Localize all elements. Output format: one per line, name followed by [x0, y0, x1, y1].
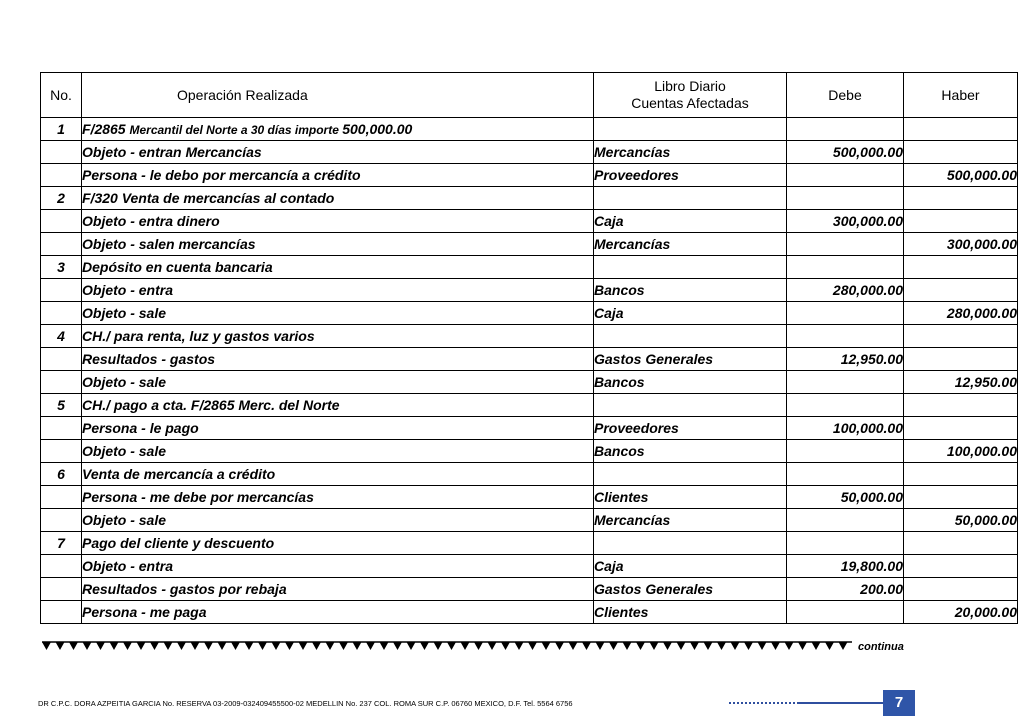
entry-number — [41, 164, 82, 187]
debe-cell — [787, 601, 904, 624]
operation-text: Objeto - entra — [82, 555, 594, 578]
operation-text: Persona - me debe por mercancías — [82, 486, 594, 509]
tear-tooth — [717, 642, 726, 650]
entry-number — [41, 555, 82, 578]
operation-text: Objeto - salen mercancías — [82, 233, 594, 256]
tear-tooth — [218, 642, 227, 650]
tear-tooth — [663, 642, 672, 650]
entry-number — [41, 348, 82, 371]
table-row — [41, 279, 1018, 302]
tear-tooth — [461, 642, 470, 650]
haber-cell — [904, 141, 1018, 164]
tear-tooth — [825, 642, 834, 650]
tear-tooth — [312, 642, 321, 650]
operation-text: Persona - le debo por mercancía a crédito — [82, 164, 594, 187]
footer-rule — [799, 702, 883, 704]
haber-cell — [904, 555, 1018, 578]
tear-tooth — [326, 642, 335, 650]
tear-tooth — [272, 642, 281, 650]
tear-tooth — [447, 642, 456, 650]
entry-number: 4 — [41, 325, 82, 348]
debe-cell: 12,950.00 — [787, 348, 904, 371]
tear-tooth — [137, 642, 146, 650]
operation-text: Pago del cliente y descuento — [82, 532, 594, 555]
debe-cell — [787, 440, 904, 463]
operation-text: Resultados - gastos — [82, 348, 594, 371]
entry-number: 3 — [41, 256, 82, 279]
account-cell: Caja — [594, 302, 787, 325]
account-cell: Bancos — [594, 279, 787, 302]
haber-cell — [904, 348, 1018, 371]
debe-cell — [787, 509, 904, 532]
entry-number: 5 — [41, 394, 82, 417]
entry-number — [41, 210, 82, 233]
tear-tooth — [839, 642, 848, 650]
table-row — [41, 417, 1018, 440]
haber-cell — [904, 210, 1018, 233]
tear-tooth — [582, 642, 591, 650]
table-row — [41, 509, 1018, 532]
haber-cell — [904, 118, 1018, 141]
tear-tooth — [191, 642, 200, 650]
haber-cell: 500,000.00 — [904, 164, 1018, 187]
account-cell: Caja — [594, 555, 787, 578]
table-row — [41, 118, 1018, 141]
entry-number — [41, 279, 82, 302]
account-cell — [594, 256, 787, 279]
haber-cell — [904, 578, 1018, 601]
account-cell: Proveedores — [594, 417, 787, 440]
header-operacion: Operación Realizada — [82, 73, 594, 118]
debe-cell — [787, 118, 904, 141]
haber-cell — [904, 394, 1018, 417]
haber-cell — [904, 256, 1018, 279]
table-row — [41, 371, 1018, 394]
tear-tooth — [677, 642, 686, 650]
haber-cell: 280,000.00 — [904, 302, 1018, 325]
tear-tooth — [407, 642, 416, 650]
tear-tooth — [434, 642, 443, 650]
tear-tooth — [123, 642, 132, 650]
tear-tooth — [420, 642, 429, 650]
table-row — [41, 601, 1018, 624]
header-haber: Haber — [904, 73, 1018, 118]
tear-edge-decoration — [42, 641, 852, 655]
table-row — [41, 302, 1018, 325]
debe-cell: 280,000.00 — [787, 279, 904, 302]
tear-tooth — [204, 642, 213, 650]
debe-cell: 100,000.00 — [787, 417, 904, 440]
entry-number — [41, 578, 82, 601]
entry-number — [41, 141, 82, 164]
tear-tooth — [42, 642, 51, 650]
operation-text — [82, 118, 594, 141]
account-cell: Gastos Generales — [594, 578, 787, 601]
tear-tooth — [771, 642, 780, 650]
tear-tooth — [798, 642, 807, 650]
header-libro-line1: Libro Diario — [654, 78, 726, 94]
account-cell — [594, 463, 787, 486]
tear-tooth — [785, 642, 794, 650]
debe-cell — [787, 187, 904, 210]
account-cell — [594, 187, 787, 210]
table-row — [41, 141, 1018, 164]
table-row — [41, 463, 1018, 486]
header-debe: Debe — [787, 73, 904, 118]
tear-tooth — [758, 642, 767, 650]
operation-part: Mercantil del Norte a 30 días importe — [129, 123, 343, 137]
tear-tooth — [636, 642, 645, 650]
tear-tooth — [83, 642, 92, 650]
account-cell: Clientes — [594, 601, 787, 624]
entry-number — [41, 601, 82, 624]
haber-cell: 20,000.00 — [904, 601, 1018, 624]
table-row — [41, 164, 1018, 187]
debe-cell: 19,800.00 — [787, 555, 904, 578]
haber-cell — [904, 187, 1018, 210]
tear-tooth — [110, 642, 119, 650]
debe-cell — [787, 233, 904, 256]
tear-tooth — [542, 642, 551, 650]
account-cell — [594, 325, 787, 348]
table-row — [41, 233, 1018, 256]
operation-text: Objeto - entran Mercancías — [82, 141, 594, 164]
tear-tooth — [690, 642, 699, 650]
table-row — [41, 440, 1018, 463]
tear-tooth — [812, 642, 821, 650]
tear-tooth — [731, 642, 740, 650]
tear-tooth — [56, 642, 65, 650]
tear-tooth — [528, 642, 537, 650]
account-cell: Bancos — [594, 371, 787, 394]
tear-tooth — [488, 642, 497, 650]
header-row — [41, 73, 1018, 118]
tear-tooth — [515, 642, 524, 650]
tear-tooth — [245, 642, 254, 650]
tear-tooth — [393, 642, 402, 650]
operation-text: Resultados - gastos por rebaja — [82, 578, 594, 601]
account-cell: Caja — [594, 210, 787, 233]
account-cell: Gastos Generales — [594, 348, 787, 371]
debe-cell — [787, 371, 904, 394]
account-cell — [594, 532, 787, 555]
tear-tooth — [609, 642, 618, 650]
continua-label: continua — [858, 641, 904, 653]
haber-cell — [904, 279, 1018, 302]
tear-tooth — [150, 642, 159, 650]
tear-tooth — [623, 642, 632, 650]
tear-tooth — [650, 642, 659, 650]
entry-number: 1 — [41, 118, 82, 141]
account-cell: Proveedores — [594, 164, 787, 187]
operation-text: Persona - me paga — [82, 601, 594, 624]
haber-cell: 12,950.00 — [904, 371, 1018, 394]
operation-text: Objeto - sale — [82, 440, 594, 463]
table-row — [41, 256, 1018, 279]
haber-cell — [904, 463, 1018, 486]
tear-tooth — [366, 642, 375, 650]
entry-number — [41, 302, 82, 325]
account-cell: Mercancías — [594, 509, 787, 532]
journal-table — [40, 72, 1018, 624]
operation-text: Depósito en cuenta bancaria — [82, 256, 594, 279]
operation-part: F/2865 — [82, 121, 130, 137]
tear-tooth — [177, 642, 186, 650]
entry-number — [41, 486, 82, 509]
account-cell — [594, 394, 787, 417]
tear-tooth — [96, 642, 105, 650]
tear-tooth — [258, 642, 267, 650]
haber-cell: 300,000.00 — [904, 233, 1018, 256]
tear-tooth — [474, 642, 483, 650]
debe-cell — [787, 463, 904, 486]
tear-tooth — [339, 642, 348, 650]
tear-tooth — [555, 642, 564, 650]
tear-tooth — [164, 642, 173, 650]
operation-text: Venta de mercancía a crédito — [82, 463, 594, 486]
entry-number: 2 — [41, 187, 82, 210]
operation-text: Objeto - sale — [82, 371, 594, 394]
tear-tooth — [744, 642, 753, 650]
debe-cell: 50,000.00 — [787, 486, 904, 509]
tear-tooth — [704, 642, 713, 650]
operation-text: F/320 Venta de mercancías al contado — [82, 187, 594, 210]
table-row — [41, 486, 1018, 509]
debe-cell — [787, 256, 904, 279]
table-row — [41, 325, 1018, 348]
entry-number — [41, 371, 82, 394]
operation-text: CH./ para renta, luz y gastos varios — [82, 325, 594, 348]
debe-cell: 500,000.00 — [787, 141, 904, 164]
haber-cell — [904, 532, 1018, 555]
entry-number — [41, 509, 82, 532]
haber-cell: 100,000.00 — [904, 440, 1018, 463]
header-libro-diario — [594, 73, 787, 118]
operation-text: Objeto - sale — [82, 509, 594, 532]
debe-cell: 200.00 — [787, 578, 904, 601]
account-cell: Bancos — [594, 440, 787, 463]
account-cell: Mercancías — [594, 141, 787, 164]
entry-number — [41, 417, 82, 440]
operation-text: Objeto - entra — [82, 279, 594, 302]
table-row — [41, 578, 1018, 601]
table-row — [41, 532, 1018, 555]
account-cell: Mercancías — [594, 233, 787, 256]
haber-cell — [904, 325, 1018, 348]
account-cell — [594, 118, 787, 141]
table-row — [41, 348, 1018, 371]
operation-text: Persona - le pago — [82, 417, 594, 440]
operation-text: Objeto - entra dinero — [82, 210, 594, 233]
table-row — [41, 394, 1018, 417]
entry-number: 6 — [41, 463, 82, 486]
haber-cell — [904, 417, 1018, 440]
footer-credits: DR C.P.C. DORA AZPEITIA GARCIA No. RESERVA 03-2009-032409455500-02 MEDELLIN No. 237 COL. ROMA SUR C.P. 06760 MEXICO, D.F. Tel. 5564 6756 — [38, 699, 573, 708]
page-number: 7 — [883, 690, 915, 716]
debe-cell — [787, 325, 904, 348]
account-cell: Clientes — [594, 486, 787, 509]
footer-dotted-rule — [729, 702, 799, 704]
table-row — [41, 187, 1018, 210]
operation-text: CH./ pago a cta. F/2865 Merc. del Norte — [82, 394, 594, 417]
tear-tooth — [501, 642, 510, 650]
header-no: No. — [41, 73, 82, 118]
entry-number: 7 — [41, 532, 82, 555]
debe-cell — [787, 394, 904, 417]
entry-number — [41, 233, 82, 256]
tear-tooth — [353, 642, 362, 650]
haber-cell — [904, 486, 1018, 509]
tear-tooth — [69, 642, 78, 650]
debe-cell — [787, 302, 904, 325]
table-row — [41, 210, 1018, 233]
debe-cell: 300,000.00 — [787, 210, 904, 233]
tear-tooth — [285, 642, 294, 650]
tear-tooth — [380, 642, 389, 650]
tear-tooth — [569, 642, 578, 650]
operation-part: 500,000.00 — [342, 121, 413, 137]
table-row — [41, 555, 1018, 578]
entry-number — [41, 440, 82, 463]
tear-tooth — [596, 642, 605, 650]
tear-tooth — [299, 642, 308, 650]
haber-cell: 50,000.00 — [904, 509, 1018, 532]
debe-cell — [787, 164, 904, 187]
debe-cell — [787, 532, 904, 555]
tear-tooth — [231, 642, 240, 650]
operation-text: Objeto - sale — [82, 302, 594, 325]
header-libro-line2: Cuentas Afectadas — [631, 95, 749, 111]
